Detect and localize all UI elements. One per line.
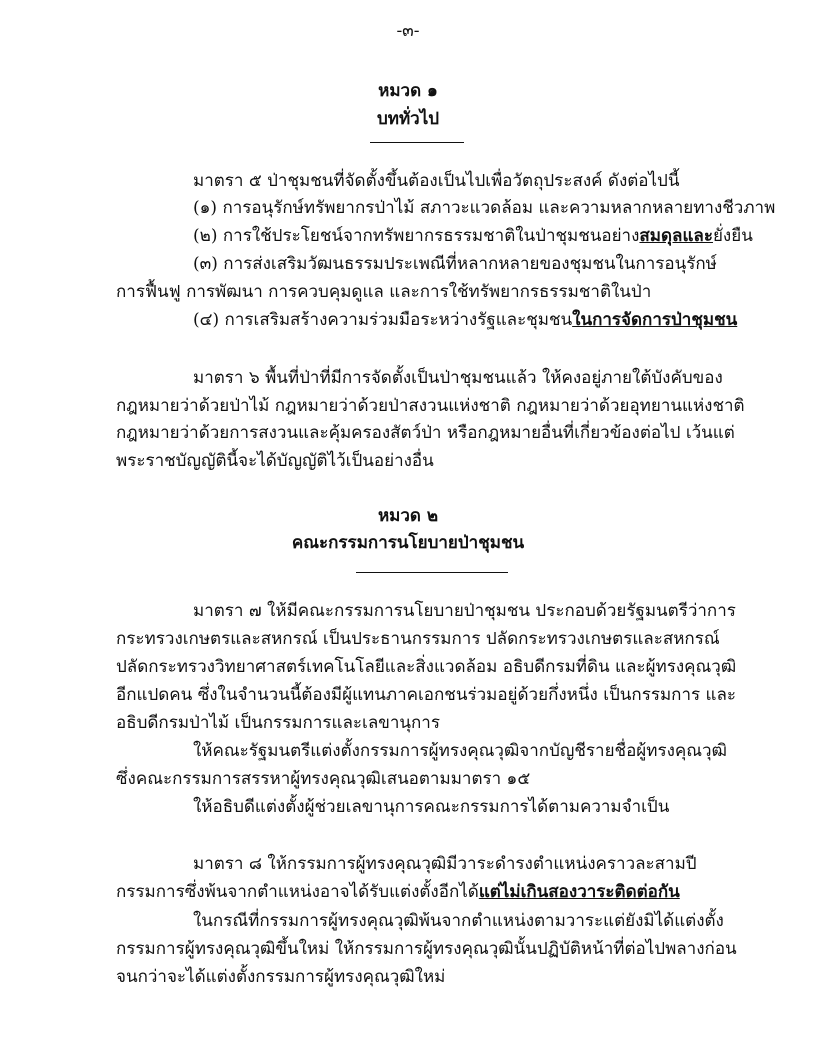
section6-line1: มาตรา ๖ พื้นที่ป่าที่มีการจัดตั้งเป็นป่าชุมชนแล้ว ให้คงอยู่ภายใต้บังคับของ (193, 368, 723, 388)
section8-line2-text: กรรมการซึ่งพ้นจากตำแหน่งอาจได้รับแต่งตั้งอีกได้ (116, 882, 479, 902)
section7-line5: อธิบดีกรมป่าไม้ เป็นกรรมการและเลขานุการ (116, 713, 440, 733)
section7-line2: กระทรวงเกษตรและสหกรณ์ เป็นประธานกรรมการ ปลัดกระทรวงเกษตรและสหกรณ์ (116, 629, 720, 649)
section7-line3: ปลัดกระทรวงวิทยาศาสตร์เทคโนโลยีและสิ่งแวดล้อม อธิบดีกรมที่ดิน และผู้ทรงคุณวุฒิ (116, 657, 737, 677)
section5-item4-text: (๔) การเสริมสร้างความร่วมมือระหว่างรัฐและชุมชน (193, 310, 573, 330)
section5-item3-line1: (๓) การส่งเสริมวัฒนธรรมประเพณีที่หลากหลายของชุมชนในการอนุรักษ์ (193, 254, 717, 274)
section8-para2-line3: จนกว่าจะได้แต่งตั้งกรรมการผู้ทรงคุณวุฒิใหม่ (116, 967, 446, 987)
section5-item2 (193, 225, 753, 247)
section8-line2 (116, 881, 680, 903)
chapter1-title: บททั่วไป (376, 109, 440, 129)
section7-para3: ให้อธิบดีแต่งตั้งผู้ช่วยเลขานุการคณะกรรมการได้ตามความจำเป็น (193, 797, 670, 817)
chapter1-rule (370, 142, 464, 143)
section5-item4 (193, 309, 737, 331)
section7-para2-line1: ให้คณะรัฐมนตรีแต่งตั้งกรรมการผู้ทรงคุณวุฒิจากบัญชีรายชื่อผู้ทรงคุณวุฒิ (193, 741, 727, 761)
chapter2-heading: หมวด ๒ (377, 506, 439, 526)
section5-item2-tail: ยั่งยืน (712, 226, 753, 246)
section8-line2-underlined: แต่ไม่เกินสองวาระติดต่อกัน (478, 882, 680, 902)
chapter2-title: คณะกรรมการนโยบายป่าชุมชน (291, 533, 525, 553)
section8-para2-line1: ในกรณีที่กรรมการผู้ทรงคุณวุฒิพ้นจากตำแหน่งตามวาระแต่ยังมิได้แต่งตั้ง (193, 911, 724, 931)
section5-item2-underlined: สมดุลและ (639, 226, 713, 246)
section5-lead: มาตรา ๕ ป่าชุมชนที่จัดตั้งขึ้นต้องเป็นไปเพื่อวัตถุประสงค์ ดังต่อไปนี้ (193, 171, 680, 191)
page-number: -๓- (396, 21, 420, 41)
section6-line4: พระราชบัญญัตินี้จะได้บัญญัติไว้เป็นอย่างอื่น (116, 451, 434, 471)
section5-item1: (๑) การอนุรักษ์ทรัพยากรป่าไม้ สภาวะแวดล้อม และความหลากหลายทางชีวภาพ (193, 198, 776, 218)
section6-line3: กฎหมายว่าด้วยการสงวนและคุ้มครองสัตว์ป่า หรือกฎหมายอื่นที่เกี่ยวข้องต่อไป เว้นแต่ (116, 423, 735, 443)
chapter2-rule (356, 572, 508, 573)
section6-line2: กฎหมายว่าด้วยป่าไม้ กฎหมายว่าด้วยป่าสงวนแห่งชาติ กฎหมายว่าด้วยอุทยานแห่งชาติ (116, 396, 745, 416)
section7-line4: อีกแปดคน ซึ่งในจำนวนนี้ต้องมีผู้แทนภาคเอกชนร่วมอยู่ด้วยกึ่งหนึ่ง เป็นกรรมการ และ (116, 685, 737, 705)
section8-line1: มาตรา ๘ ให้กรรมการผู้ทรงคุณวุฒิมีวาระดำรงตำแหน่งคราวละสามปี (193, 854, 697, 874)
section7-line1: มาตรา ๗ ให้มีคณะกรรมการนโยบายป่าชุมชน ประกอบด้วยรัฐมนตรีว่าการ (193, 601, 736, 621)
chapter1-heading: หมวด ๑ (378, 81, 438, 101)
section5-item3-line2: การฟื้นฟู การพัฒนา การควบคุมดูแล และการใช้ทรัพยากรธรรมชาติในป่า (116, 282, 652, 302)
section5-item4-underlined: ในการจัดการป่าชุมชน (572, 310, 738, 330)
section7-para2-line2: ซึ่งคณะกรรมการสรรหาผู้ทรงคุณวุฒิเสนอตามมาตรา ๑๕ (116, 769, 531, 789)
section5-item2-text: (๒) การใช้ประโยชน์จากทรัพยากรธรรมชาติในป่าชุมชนอย่าง (193, 226, 640, 246)
section8-para2-line2: กรรมการผู้ทรงคุณวุฒิขึ้นใหม่ ให้กรรมการผู้ทรงคุณวุฒินั้นปฏิบัติหน้าที่ต่อไปพลางก่อน (116, 939, 737, 959)
